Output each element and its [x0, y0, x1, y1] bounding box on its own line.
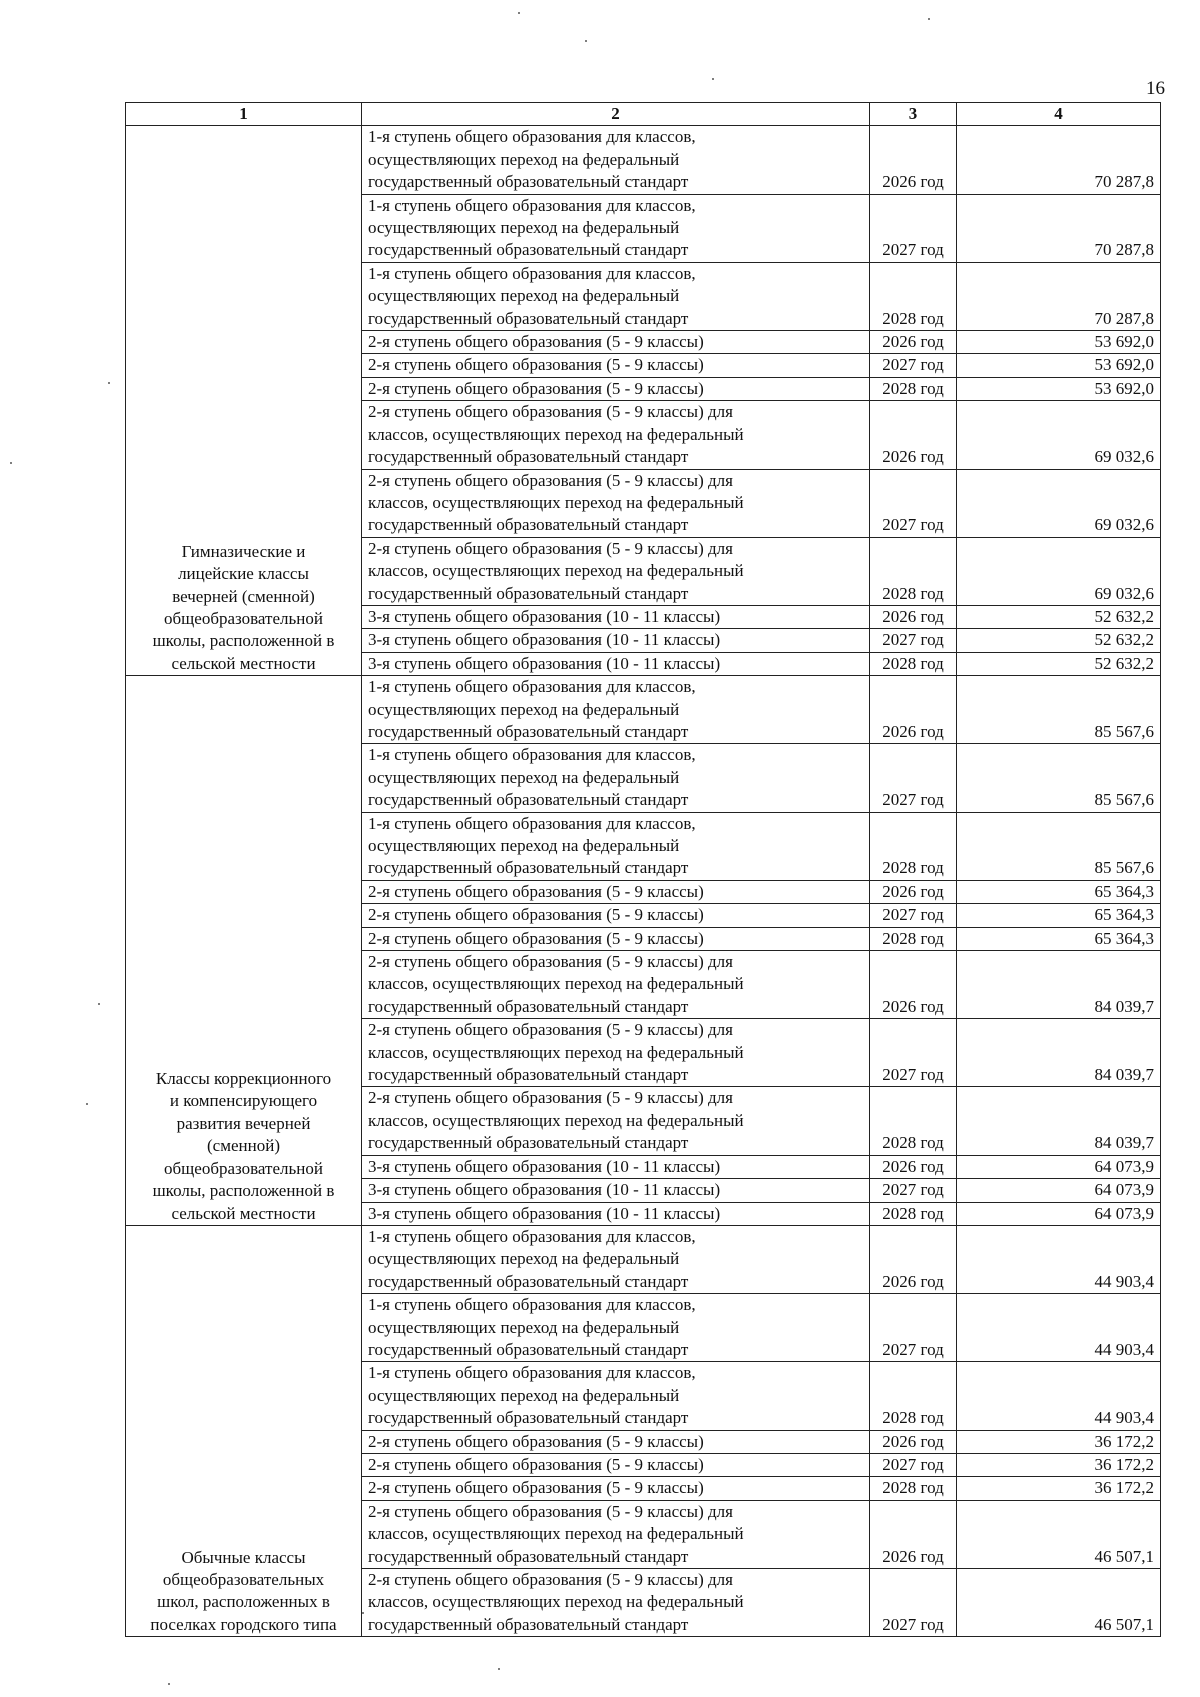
description-cell: 3-я ступень общего образования (10 - 11 классы) [362, 1202, 870, 1225]
column-header-1: 1 [126, 103, 362, 126]
description-cell: 1-я ступень общего образования для классов, осуществляющих переход на федеральный государственный образовательный стандарт [362, 1362, 870, 1430]
value-cell: 70 287,8 [957, 194, 1161, 262]
year-cell: 2028 год [870, 1477, 957, 1500]
year-cell: 2026 год [870, 951, 957, 1019]
value-cell: 69 032,6 [957, 401, 1161, 469]
value-cell: 36 172,2 [957, 1477, 1161, 1500]
value-cell: 84 039,7 [957, 1019, 1161, 1087]
description-cell: 2-я ступень общего образования (5 - 9 классы) для классов, осуществляющих переход на федеральный государственный образовательный стандарт [362, 401, 870, 469]
value-cell: 70 287,8 [957, 262, 1161, 330]
description-cell: 2-я ступень общего образования (5 - 9 классы) [362, 1430, 870, 1453]
value-cell: 53 692,0 [957, 354, 1161, 377]
year-cell: 2026 год [870, 126, 957, 194]
value-cell: 36 172,2 [957, 1453, 1161, 1476]
value-cell: 44 903,4 [957, 1225, 1161, 1293]
table-row [126, 676, 1161, 744]
scan-speck [518, 12, 520, 14]
table-row [126, 126, 1161, 194]
description-cell: 2-я ступень общего образования (5 - 9 классы) [362, 377, 870, 400]
scan-speck [928, 18, 930, 20]
page-number: 16 [1146, 78, 1165, 99]
year-cell: 2027 год [870, 469, 957, 537]
scan-speck [448, 1543, 450, 1545]
year-cell: 2027 год [870, 354, 957, 377]
year-cell: 2026 год [870, 676, 957, 744]
category-cell: Обычные классы общеобразовательных школ, расположенных в поселках городского типа [126, 1225, 362, 1636]
description-cell: 1-я ступень общего образования для классов, осуществляющих переход на федеральный государственный образовательный стандарт [362, 1225, 870, 1293]
description-cell: 1-я ступень общего образования для классов, осуществляющих переход на федеральный государственный образовательный стандарт [362, 1294, 870, 1362]
year-cell: 2028 год [870, 927, 957, 950]
scan-speck [108, 382, 110, 384]
value-cell: 65 364,3 [957, 904, 1161, 927]
value-cell: 44 903,4 [957, 1294, 1161, 1362]
value-cell: 46 507,1 [957, 1500, 1161, 1568]
year-cell: 2026 год [870, 1500, 957, 1568]
value-cell: 85 567,6 [957, 812, 1161, 880]
scan-speck [585, 40, 587, 42]
description-cell: 2-я ступень общего образования (5 - 9 классы) для классов, осуществляющих переход на федеральный государственный образовательный стандарт [362, 1500, 870, 1568]
year-cell: 2028 год [870, 812, 957, 880]
year-cell: 2027 год [870, 1569, 957, 1637]
description-cell: 1-я ступень общего образования для классов, осуществляющих переход на федеральный государственный образовательный стандарт [362, 744, 870, 812]
tariff-table [125, 102, 1161, 1637]
description-cell: 2-я ступень общего образования (5 - 9 классы) [362, 880, 870, 903]
description-cell: 2-я ступень общего образования (5 - 9 классы) [362, 927, 870, 950]
description-cell: 1-я ступень общего образования для классов, осуществляющих переход на федеральный государственный образовательный стандарт [362, 194, 870, 262]
year-cell: 2027 год [870, 1019, 957, 1087]
description-cell: 2-я ступень общего образования (5 - 9 классы) [362, 904, 870, 927]
column-header-2: 2 [362, 103, 870, 126]
year-cell: 2026 год [870, 331, 957, 354]
scan-speck [712, 78, 714, 80]
description-cell: 2-я ступень общего образования (5 - 9 классы) для классов, осуществляющих переход на федеральный государственный образовательный стандарт [362, 1019, 870, 1087]
description-cell: 2-я ступень общего образования (5 - 9 классы) для классов, осуществляющих переход на федеральный государственный образовательный стандарт [362, 469, 870, 537]
year-cell: 2026 год [870, 1155, 957, 1178]
value-cell: 64 073,9 [957, 1179, 1161, 1202]
description-cell: 3-я ступень общего образования (10 - 11 классы) [362, 1155, 870, 1178]
table-body [126, 126, 1161, 1637]
value-cell: 36 172,2 [957, 1430, 1161, 1453]
year-cell: 2026 год [870, 1225, 957, 1293]
value-cell: 44 903,4 [957, 1362, 1161, 1430]
category-cell: Классы коррекционного и компенсирующего развития вечерней (сменной) общеобразовательной школы, расположенной в сельской местности [126, 676, 362, 1226]
value-cell: 46 507,1 [957, 1569, 1161, 1637]
value-cell: 65 364,3 [957, 927, 1161, 950]
value-cell: 69 032,6 [957, 469, 1161, 537]
scan-speck [86, 1103, 88, 1105]
description-cell: 1-я ступень общего образования для классов, осуществляющих переход на федеральный государственный образовательный стандарт [362, 812, 870, 880]
description-cell: 2-я ступень общего образования (5 - 9 классы) [362, 354, 870, 377]
year-cell: 2027 год [870, 1179, 957, 1202]
year-cell: 2026 год [870, 1430, 957, 1453]
year-cell: 2028 год [870, 652, 957, 675]
description-cell: 2-я ступень общего образования (5 - 9 классы) для классов, осуществляющих переход на федеральный государственный образовательный стандарт [362, 1087, 870, 1155]
year-cell: 2028 год [870, 262, 957, 330]
scan-speck [362, 1612, 364, 1614]
year-cell: 2027 год [870, 744, 957, 812]
column-header-4: 4 [957, 103, 1161, 126]
description-cell: 3-я ступень общего образования (10 - 11 классы) [362, 605, 870, 628]
description-cell: 2-я ступень общего образования (5 - 9 классы) [362, 1453, 870, 1476]
scan-speck [498, 1668, 500, 1670]
value-cell: 65 364,3 [957, 880, 1161, 903]
value-cell: 84 039,7 [957, 1087, 1161, 1155]
value-cell: 52 632,2 [957, 605, 1161, 628]
value-cell: 53 692,0 [957, 331, 1161, 354]
year-cell: 2026 год [870, 880, 957, 903]
description-cell: 1-я ступень общего образования для классов, осуществляющих переход на федеральный государственный образовательный стандарт [362, 126, 870, 194]
value-cell: 69 032,6 [957, 537, 1161, 605]
category-cell: Гимназические и лицейские классы вечерней (сменной) общеобразовательной школы, расположенной в сельской местности [126, 126, 362, 676]
value-cell: 64 073,9 [957, 1202, 1161, 1225]
value-cell: 84 039,7 [957, 951, 1161, 1019]
year-cell: 2028 год [870, 377, 957, 400]
value-cell: 52 632,2 [957, 629, 1161, 652]
value-cell: 85 567,6 [957, 744, 1161, 812]
description-cell: 3-я ступень общего образования (10 - 11 классы) [362, 629, 870, 652]
table-row [126, 1225, 1161, 1293]
scan-speck [10, 462, 12, 464]
description-cell: 2-я ступень общего образования (5 - 9 классы) для классов, осуществляющих переход на федеральный государственный образовательный стандарт [362, 951, 870, 1019]
year-cell: 2028 год [870, 1087, 957, 1155]
year-cell: 2027 год [870, 1294, 957, 1362]
description-cell: 3-я ступень общего образования (10 - 11 классы) [362, 652, 870, 675]
year-cell: 2027 год [870, 629, 957, 652]
year-cell: 2027 год [870, 194, 957, 262]
year-cell: 2028 год [870, 1362, 957, 1430]
year-cell: 2028 год [870, 537, 957, 605]
description-cell: 1-я ступень общего образования для классов, осуществляющих переход на федеральный государственный образовательный стандарт [362, 676, 870, 744]
description-cell: 2-я ступень общего образования (5 - 9 классы) для классов, осуществляющих переход на федеральный государственный образовательный стандарт [362, 537, 870, 605]
description-cell: 2-я ступень общего образования (5 - 9 классы) [362, 1477, 870, 1500]
year-cell: 2026 год [870, 401, 957, 469]
column-header-3: 3 [870, 103, 957, 126]
description-cell: 2-я ступень общего образования (5 - 9 классы) для классов, осуществляющих переход на федеральный государственный образовательный стандарт [362, 1569, 870, 1637]
value-cell: 64 073,9 [957, 1155, 1161, 1178]
description-cell: 2-я ступень общего образования (5 - 9 классы) [362, 331, 870, 354]
value-cell: 85 567,6 [957, 676, 1161, 744]
scan-speck [98, 1003, 100, 1005]
year-cell: 2028 год [870, 1202, 957, 1225]
table-header [126, 103, 1161, 126]
year-cell: 2026 год [870, 605, 957, 628]
year-cell: 2027 год [870, 1453, 957, 1476]
description-cell: 1-я ступень общего образования для классов, осуществляющих переход на федеральный государственный образовательный стандарт [362, 262, 870, 330]
description-cell: 3-я ступень общего образования (10 - 11 классы) [362, 1179, 870, 1202]
scan-speck [168, 1683, 170, 1685]
value-cell: 53 692,0 [957, 377, 1161, 400]
value-cell: 52 632,2 [957, 652, 1161, 675]
value-cell: 70 287,8 [957, 126, 1161, 194]
year-cell: 2027 год [870, 904, 957, 927]
